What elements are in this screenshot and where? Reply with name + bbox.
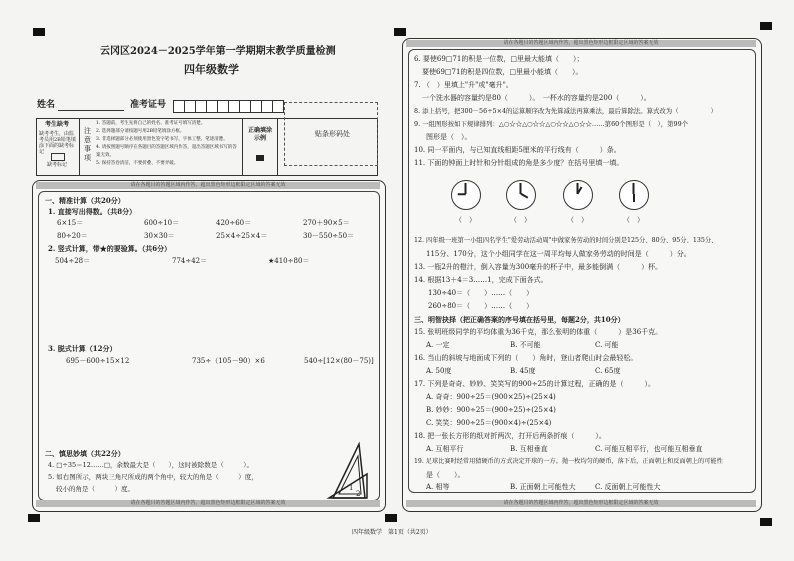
- filled-example: [256, 155, 264, 161]
- q14-item: 130÷40＝（ ）……（ ）: [428, 289, 534, 297]
- q9-text-cont: 图形是（ ）。: [426, 133, 472, 141]
- q2-item: ★410÷80＝: [268, 257, 310, 265]
- registration-mark: [28, 514, 40, 522]
- q16-option: C. 65度: [595, 367, 621, 375]
- note-item: 2. 选择题部分请按题号用2B铅笔填涂方框。: [96, 129, 185, 134]
- triangle-rulers-figure: [325, 440, 371, 502]
- notes-list: [96, 120, 238, 168]
- q7-text: 7. （ ）里填上"升"或"毫升"。: [414, 81, 513, 89]
- svg-text:1: 1: [349, 484, 354, 492]
- q19-option: A. 相等: [426, 483, 450, 491]
- note-item: 3. 非选择题部分必须使用黑色签字笔书写，字体工整、笔迹清楚。: [96, 137, 228, 142]
- section-1-title: 一、精准计算（共20分）: [45, 196, 125, 205]
- absent-box-title: 考生缺考: [45, 121, 70, 128]
- q19-option: B. 正面朝上可能性大: [510, 483, 576, 491]
- absent-mark-label: 缺考标记: [47, 162, 68, 168]
- q5-text-cont: 较小的角是（ ）度。: [56, 485, 134, 493]
- page-footer: 四年级数学 第1页（共2页）: [352, 529, 432, 536]
- exam-title: 云冈区2024－2025学年第一学期期末教学质量检测: [100, 46, 336, 57]
- q1-item: 25×4÷25×4＝: [216, 232, 268, 240]
- section-2-title: 二、慎思妙填（共22分）: [45, 449, 125, 458]
- clock-face: [506, 180, 536, 210]
- q1-item: 6×15＝: [57, 219, 84, 227]
- q19-text-cont: 是（ ）。: [426, 471, 465, 479]
- q1-item: 30×30＝: [144, 232, 175, 240]
- id-label: 准考证号: [130, 100, 167, 110]
- q19-text: 19. 足球比赛时经常用猜硬币的方式决定开球的一方。抛一枚均匀的硬币，落下后，正面朝上和反面朝上的可能性: [414, 458, 723, 465]
- q7-text-cont: 一个洗水器的容量约是80（ ）。 一杯水的容量约是200（ ）。: [422, 94, 651, 102]
- q3-item: 695－600÷15×12: [66, 357, 130, 365]
- answer-area-notice: 请在各题目的答题区域内作答，超出黑色矩形边框限定区域的答案无效: [406, 500, 756, 507]
- q15-option: C. 可能: [595, 341, 619, 349]
- q18-option: C. 可能互相平行，也可能互相垂直: [595, 445, 703, 453]
- barcode-label: 贴条形码处: [315, 130, 350, 138]
- note-item: 4. 请按照题号顺序在各题目的答题区域内作答，超出答题区域书写的答案无效。: [96, 145, 237, 158]
- q17-option: A. 奇奇：900÷25＝(900×25)÷(25×4): [426, 393, 556, 401]
- registration-mark: [385, 514, 397, 522]
- notes-label: 注意事项: [84, 127, 91, 162]
- clock-answer-blank[interactable]: （ ）: [455, 216, 476, 224]
- q17-option: B. 妙妙：900÷25＝(900÷25)÷(25×4): [426, 406, 556, 414]
- q4-text: 4. □÷35＝12……□，余数最大是（ ），这时被除数是（ ）。: [48, 461, 254, 469]
- registration-mark: [33, 28, 45, 36]
- q13-text: 13. 一瓶2升的橙汁，倒入容量为300毫升的杯子中，最多能倒满（ ）杯。: [414, 263, 663, 271]
- registration-mark: [760, 518, 772, 526]
- clock-answer-blank[interactable]: （ ）: [623, 216, 644, 224]
- exam-subject: 四年级数学: [184, 63, 239, 76]
- q1-title: 1. 直接写出得数。（共8分）: [48, 207, 137, 216]
- svg-text:2: 2: [356, 490, 361, 498]
- note-item: 5. 保持答卷清洁，不要折叠、不要弄破。: [96, 161, 179, 166]
- clock-face: [619, 180, 649, 210]
- q18-option: B. 互相垂直: [510, 445, 548, 453]
- q16-option: A. 50度: [426, 367, 452, 375]
- name-field[interactable]: [58, 110, 124, 111]
- q1-item: 270＋90×5＝: [303, 219, 350, 227]
- q6-text: 6. 要使69□71的积是一位数，□里最大能填（ ）；: [414, 55, 584, 63]
- q1-item: 420÷60＝: [216, 219, 252, 227]
- clock-face: [451, 180, 481, 210]
- q18-option: A. 互相平行: [426, 445, 464, 453]
- absent-mark-box[interactable]: [51, 153, 65, 161]
- q19-option: C. 反面朝上可能性大: [595, 483, 661, 491]
- q3-title: 3. 脱式计算（12分）: [48, 344, 117, 353]
- q2-item: 504÷28＝: [55, 257, 91, 265]
- q3-item: 540÷[12×(80－75)]: [304, 357, 374, 365]
- note-item: 1. 答题前，考生先将自己的姓名、准考证号填写清楚。: [96, 121, 206, 126]
- q2-title: 2. 竖式计算，带★的要验算。（共6分）: [48, 244, 172, 253]
- q8-text: 8. 添上括号，把300－56÷5×4的运算顺序改为先算减法再算乘法，最后算除法。算式改为（ ）: [414, 107, 717, 115]
- example-box: [242, 118, 278, 176]
- absent-box-text: 缺考考生，由监考员用2B铅笔填涂下面的缺考标记: [39, 131, 76, 155]
- absent-box: [36, 118, 80, 176]
- clock-answer-blank[interactable]: （ ）: [567, 216, 588, 224]
- answer-area-notice: 请在各题目的答题区域内作答，超出黑色矩形边框限定区域的答案无效: [36, 500, 380, 507]
- section-3-title: 三、明智抉择（把正确答案的序号填在括号里，每题2分，共10分）: [414, 315, 625, 324]
- answer-area-notice: 请在各题目的答题区域内作答，超出黑色矩形边框限定区域的答案无效: [36, 182, 380, 189]
- clock-answer-blank[interactable]: （ ）: [510, 216, 531, 224]
- registration-mark: [394, 28, 406, 36]
- q1-item: 600÷10＝: [144, 219, 180, 227]
- q18-text: 18. 把一张长方形的纸对折两次，打开后两条折痕（ ）。: [414, 432, 606, 440]
- q12-text-cont: 115分、170分，这个小组同学在这一周平均每人做家务劳动的时间是（ ）分。: [426, 250, 691, 258]
- q17-text: 17. 下列是奇奇、妙妙、笑笑写的900÷25的计算过程，正确的是（ ）。: [414, 380, 655, 388]
- q12-text: 12. 四年级一班第一小组四名学生"爱劳动活动周"中做家务劳动的时间分别是125分、80分、95分、135分、: [414, 237, 718, 244]
- barcode-area: [284, 102, 378, 166]
- q1-item: 80÷20＝: [57, 232, 88, 240]
- clock-face: [563, 180, 593, 210]
- q14-item: 260÷80＝（ ）……（ ）: [428, 302, 534, 310]
- q15-option: A. 一定: [426, 341, 450, 349]
- q10-text: 10. 同一平面内，与已知直线相距5厘米的平行线有（ ）条。: [414, 146, 621, 154]
- q15-text: 15. 张明班级同学的平均体重为36千克，那么张明的体重（ ）是36千克。: [414, 328, 663, 336]
- q1-item: 30－550÷50＝: [303, 232, 355, 240]
- q15-option: B. 不可能: [510, 341, 541, 349]
- q16-text: 16. 当山的斜坡与地面成下列的（ ）角时，登山者爬山时会最轻松。: [414, 354, 638, 362]
- q16-option: B. 45度: [510, 367, 536, 375]
- name-label: 姓名: [37, 100, 56, 110]
- q3-item: 735÷（105－90）×6: [192, 357, 265, 365]
- q9-text: 9. 一组图形按如下规律排列：△○☆☆△○☆☆△○☆☆△○☆☆……第60个图形是（ ），第99个: [414, 120, 689, 128]
- registration-mark: [760, 22, 772, 30]
- q11-text: 11. 下面的钟面上时针和分针组成的角是多少度？在括号里填一填。: [414, 159, 624, 167]
- q2-item: 774÷42＝: [172, 257, 208, 265]
- answer-area-notice: 请在各题目的答题区域内作答，超出黑色矩形边框限定区域的答案无效: [406, 40, 756, 47]
- q17-option: C. 笑笑：900÷25＝(900×4)÷(25×4): [426, 419, 552, 427]
- example-label: 正确填涂示例: [247, 127, 272, 142]
- q6-text-cont: 要使69□71的积是四位数，□里最小能填（ ）。: [422, 68, 583, 76]
- q14-text: 14. 根据13＋4＝3……1，完成下面各式。: [414, 276, 548, 284]
- id-number-boxes[interactable]: [173, 98, 283, 117]
- q5-text: 5. 如右图所示，两块三角尺所成的两个角中，较大的角是（ ）度，: [48, 473, 258, 481]
